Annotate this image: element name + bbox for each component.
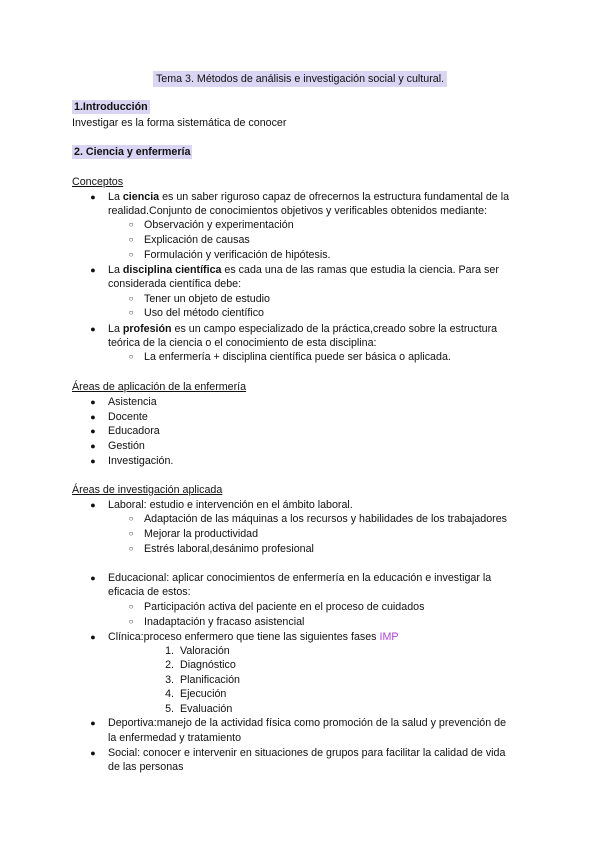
section2-heading: 2. Ciencia y enfermería: [74, 146, 191, 158]
ciencia-sub-item: Formulación y verificación de hipótesis.: [144, 249, 331, 261]
circle-bullet-icon: ○: [128, 220, 134, 229]
bullet-icon: ●: [90, 573, 96, 583]
profesion-term: profesión: [122, 323, 172, 335]
clinica-step: Evaluación: [180, 703, 233, 715]
profesion-sub-item: La enfermería + disciplina científica puede ser básica o aplicada.: [144, 351, 451, 363]
ciencia-line2: realidad.Conjunto de conocimientos objetivos y verificables obtenidos mediante:: [108, 205, 488, 217]
ciencia-term: ciencia: [122, 191, 160, 203]
deportiva-line2: la enfermedad y tratamiento: [108, 732, 242, 744]
ciencia-sub-item: Observación y experimentación: [144, 219, 294, 231]
bullet-icon: ●: [90, 397, 96, 407]
educacional-sub-item: Inadaptación y fracaso asistencial: [144, 616, 305, 628]
bullet-icon: ●: [90, 412, 96, 422]
imp-marker: IMP: [379, 631, 399, 643]
circle-bullet-icon: ○: [128, 352, 134, 361]
bullet-icon: ●: [90, 456, 96, 466]
ciencia-sub-item: Explicación de causas: [144, 234, 250, 246]
circle-bullet-icon: ○: [128, 617, 134, 626]
clinica-step: Diagnóstico: [180, 659, 236, 671]
clinica-text: Clínica:proceso enfermero que tiene las siguientes fases IMP: [108, 631, 399, 643]
circle-bullet-icon: ○: [128, 529, 134, 538]
intro-heading: 1.Introducción: [74, 101, 148, 113]
laboral-sub-item: Estrés laboral,desánimo profesional: [144, 543, 314, 555]
bullet-icon: ●: [90, 500, 96, 510]
conceptos-label: Conceptos: [72, 176, 124, 188]
bullet-icon: ●: [90, 192, 96, 202]
areas-investigacion-label: Áreas de investigación aplicada: [72, 484, 223, 496]
bullet-icon: ●: [90, 426, 96, 436]
disciplina-sub-item: Tener un objeto de estudio: [144, 293, 270, 305]
disciplina-line2: considerada científica debe:: [108, 278, 242, 290]
step-number: 4.: [165, 688, 174, 700]
laboral-sub-item: Mejorar la productividad: [144, 528, 259, 540]
circle-bullet-icon: ○: [128, 294, 134, 303]
circle-bullet-icon: ○: [128, 235, 134, 244]
disciplina-sub-item: Uso del método científico: [144, 307, 264, 319]
social-line1: Social: conocer e intervenir en situaciones de grupos para facilitar la calidad de vida: [108, 747, 506, 759]
step-number: 3.: [165, 674, 174, 686]
disciplina-line1: La disciplina científica es cada una de las ramas que estudia la ciencia. Para ser: [108, 264, 499, 276]
areas-aplicacion-item: Investigación.: [108, 455, 174, 467]
profesion-line1: La profesión es un campo especializado de la práctica,creado sobre la estructura: [108, 323, 498, 335]
educacional-sub-item: Participación activa del paciente en el proceso de cuidados: [144, 601, 425, 613]
areas-aplicacion-label: Áreas de aplicación de la enfermería: [72, 381, 247, 393]
clinica-step: Valoración: [180, 645, 230, 657]
step-number: 5.: [165, 703, 174, 715]
bullet-icon: ●: [90, 324, 96, 334]
clinica-step: Planificación: [180, 674, 241, 686]
educacional-line1: Educacional: aplicar conocimientos de enfermería en la educación e investigar la: [108, 572, 492, 584]
bullet-icon: ●: [90, 441, 96, 451]
step-number: 1.: [165, 645, 174, 657]
areas-aplicacion-item: Docente: [108, 411, 148, 423]
areas-aplicacion-item: Asistencia: [108, 396, 157, 408]
profesion-line2: teórica de la ciencia o el conocimiento de esta disciplina:: [108, 337, 377, 349]
social-line2: de las personas: [108, 761, 184, 773]
areas-aplicacion-item: Gestión: [108, 440, 145, 452]
circle-bullet-icon: ○: [128, 544, 134, 553]
educacional-line2: eficacia de estos:: [108, 586, 191, 598]
step-number: 2.: [165, 659, 174, 671]
bullet-icon: ●: [90, 632, 96, 642]
circle-bullet-icon: ○: [128, 308, 134, 317]
disciplina-term: disciplina científica: [122, 264, 222, 276]
circle-bullet-icon: ○: [128, 602, 134, 611]
deportiva-line1: Deportiva:manejo de la actividad física como promoción de la salud y prevención de: [108, 717, 507, 729]
bullet-icon: ●: [90, 748, 96, 758]
bullet-icon: ●: [90, 265, 96, 275]
areas-aplicacion-item: Educadora: [108, 425, 160, 437]
bullet-icon: ●: [90, 718, 96, 728]
intro-text: Investigar es la forma sistemática de conocer: [72, 117, 287, 129]
laboral-sub-item: Adaptación de las máquinas a los recursos y habilidades de los trabajadores: [144, 513, 507, 525]
clinica-step: Ejecución: [180, 688, 227, 700]
ciencia-line1: La ciencia es un saber riguroso capaz de ofrecernos la estructura fundamental de la: [108, 191, 510, 203]
title-container: [0, 71, 600, 87]
document-title: Tema 3. Métodos de análisis e investigación social y cultural.: [153, 71, 447, 87]
circle-bullet-icon: ○: [128, 514, 134, 523]
laboral-text: Laboral: estudio e intervención en el ámbito laboral.: [108, 499, 353, 511]
circle-bullet-icon: ○: [128, 250, 134, 259]
